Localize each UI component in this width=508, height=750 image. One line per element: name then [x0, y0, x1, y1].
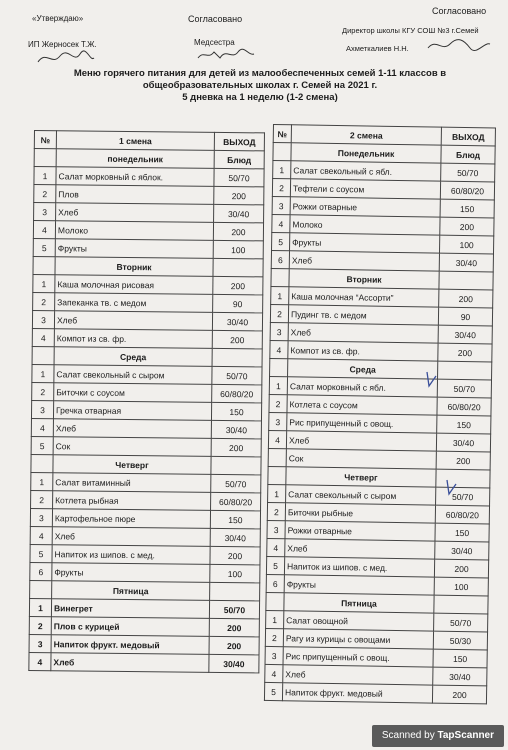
dish-name: Салат свекольный с сыром [54, 365, 212, 385]
table-row [32, 310, 262, 330]
dish-output: 50/70 [436, 487, 490, 506]
dish-output: 100 [213, 240, 263, 259]
dish-output: 200 [440, 217, 494, 236]
table-row [31, 436, 261, 456]
table-row [33, 221, 263, 241]
table-row [31, 400, 261, 420]
row-number: 3 [267, 520, 285, 538]
dish-name: Хлеб [52, 527, 210, 547]
row-number: 5 [272, 232, 290, 250]
row-number: 4 [31, 418, 53, 436]
dish-output: 200 [212, 330, 262, 349]
agreed-right-label: Согласовано [432, 6, 487, 16]
dish-output: 30/40 [439, 253, 493, 272]
row-number: 3 [272, 196, 290, 214]
day-spacer [212, 348, 262, 367]
out-header: ВЫХОД [441, 127, 495, 146]
dish-output: 30/40 [212, 312, 262, 331]
table-row [34, 203, 264, 223]
title-line-2: общеобразовательных школах г. Семей на 2021 г. [142, 80, 378, 91]
title-line-3: 5 дневка на 1 неделю (1-2 смена) [182, 92, 338, 103]
dish-name: Сок [53, 437, 211, 457]
dish-name: Пудинг тв. с медом [288, 305, 438, 325]
dish-name: Тефтели с соусом [290, 179, 440, 199]
row-number: 4 [270, 340, 288, 358]
dish-output: 200 [438, 343, 492, 362]
check-mark-icon [424, 370, 438, 390]
nurse-signature [196, 46, 256, 64]
table-row [30, 526, 260, 546]
agreed-left-label: Согласовано [188, 14, 243, 24]
scanner-badge [372, 725, 504, 747]
dish-name: Рис припущенный с овощ. [283, 647, 433, 667]
dish-output: 150 [437, 415, 491, 434]
row-number: 3 [269, 412, 287, 430]
dish-name: Салат витаминный [53, 473, 211, 493]
scanned-brand: TapScanner [437, 730, 494, 741]
dish-name: Хлеб [51, 653, 209, 673]
day-spacer [434, 595, 488, 614]
row-number: 5 [266, 556, 284, 574]
dish-output: 200 [213, 276, 263, 295]
dish-name: Биточки рыбные [285, 503, 435, 523]
dish-output: 50/70 [212, 366, 262, 385]
dish-output: 60/80/20 [435, 505, 489, 524]
table-row [29, 616, 259, 636]
dish-name: Котлета с соусом [287, 395, 437, 415]
dish-output: 100 [439, 235, 493, 254]
dish-name: Хлеб [285, 539, 435, 559]
dish-name: Хлеб [53, 419, 211, 439]
dish-name: Салат овощной [284, 611, 434, 631]
table-row [29, 634, 259, 654]
dish-name: Напиток фрукт. медовый [282, 683, 432, 703]
dish-name: Хлеб [286, 431, 436, 451]
out-header: ВЫХОД [214, 132, 264, 151]
dish-name: Салат свекольный с ябл. [291, 161, 441, 181]
row-number: 3 [32, 310, 54, 328]
row-number: 4 [33, 221, 55, 239]
num-header: № [273, 125, 291, 143]
row-number [268, 448, 286, 466]
table-row [31, 472, 261, 492]
dish-output: 50/70 [214, 168, 264, 187]
row-number: 2 [33, 292, 55, 310]
approved-label: «Утверждаю» [32, 14, 84, 23]
day-name: Вторник [289, 269, 439, 289]
dish-name: Винегрет [51, 599, 209, 619]
row-number: 5 [33, 238, 55, 256]
row-number: 2 [31, 490, 53, 508]
table-row [29, 652, 259, 672]
menu-table-shift-1 [28, 130, 265, 673]
dish-name: Картофельное пюре [52, 509, 210, 529]
table-row [30, 508, 260, 528]
day-name: Среда [54, 347, 212, 367]
approver-signature [36, 48, 96, 68]
row-number: 1 [273, 161, 291, 179]
day-name: Пятница [52, 581, 210, 601]
row-number: 1 [32, 364, 54, 382]
row-number: 4 [272, 214, 290, 232]
row-number: 4 [32, 328, 54, 346]
day-spacer [268, 466, 286, 484]
day-spacer [32, 346, 54, 364]
approver-name: ИП Жерносек Т.Ж. [28, 40, 97, 49]
day-row [33, 256, 263, 276]
dish-output: 200 [214, 186, 264, 205]
nurse-label: Медсестра [194, 38, 235, 47]
day-spacer [438, 361, 492, 380]
dish-name: Плов с курицей [51, 617, 209, 637]
day-spacer [273, 143, 291, 161]
row-number: 1 [269, 376, 287, 394]
row-number: 4 [265, 664, 283, 682]
table-row [30, 562, 260, 582]
dish-name: Салат свекольный с сыром [286, 485, 436, 505]
dish-output: 60/80/20 [440, 181, 494, 200]
dish-name: Каша молочная рисовая [55, 275, 213, 295]
dish-output: 200 [211, 438, 261, 457]
dish-output: 30/40 [210, 528, 260, 547]
row-number: 2 [265, 628, 283, 646]
day-row [31, 454, 261, 474]
dish-output: 60/80/20 [211, 492, 261, 511]
row-number: 2 [269, 394, 287, 412]
row-number: 4 [30, 526, 52, 544]
table-row [31, 418, 261, 438]
dish-output: 50/70 [441, 163, 495, 182]
dish-name: Молоко [290, 215, 440, 235]
day-row [32, 346, 262, 366]
table-row [33, 274, 263, 294]
dish-output: 50/70 [434, 613, 488, 632]
row-number: 3 [29, 634, 51, 652]
dish-name: Запеканка тв. с медом [55, 293, 213, 313]
day-name: Понедельник [291, 143, 441, 163]
dish-output: 150 [435, 523, 489, 542]
day-spacer [31, 454, 53, 472]
dish-output: 200 [209, 636, 259, 655]
check-mark-icon [444, 478, 458, 498]
director-name: Ахметкалиев Н.Н. [346, 44, 409, 53]
dish-output: 200 [439, 289, 493, 308]
row-number: 2 [267, 502, 285, 520]
day-spacer [33, 256, 55, 274]
dish-output: 150 [440, 199, 494, 218]
dish-output: 200 [432, 685, 486, 704]
table-row [29, 598, 259, 618]
day-spacer [439, 271, 493, 290]
day-spacer [270, 358, 288, 376]
day-row [30, 580, 260, 600]
row-number: 3 [30, 508, 52, 526]
dish-name: Плов [56, 185, 214, 205]
row-number: 1 [268, 484, 286, 502]
dish-name: Молоко [55, 221, 213, 241]
dish-output: 30/40 [211, 420, 261, 439]
dish-header: Блюд [214, 150, 264, 169]
dish-output: 30/40 [438, 325, 492, 344]
dish-name: Напиток из шипов. с мед. [284, 557, 434, 577]
table-row [31, 490, 261, 510]
dish-output: 200 [210, 546, 260, 565]
dish-output: 150 [211, 402, 261, 421]
dish-name: Фрукты [52, 563, 210, 583]
row-number: 3 [31, 400, 53, 418]
dish-name: Напиток фрукт. медовый [51, 635, 209, 655]
table-row [34, 167, 264, 187]
table-row [33, 292, 263, 312]
dish-name: Каша молочная “Ассорти” [289, 287, 439, 307]
dish-output: 100 [210, 564, 260, 583]
menu-table-shift-2 [264, 124, 496, 704]
table-row [32, 328, 262, 348]
dish-output: 100 [434, 577, 488, 596]
document-title [40, 68, 480, 104]
day-spacer [266, 592, 284, 610]
row-number: 5 [31, 436, 53, 454]
dish-name: Фрукты [284, 575, 434, 595]
dish-name: Рожки отварные [290, 197, 440, 217]
dish-name: Компот из св. фр. [54, 329, 212, 349]
row-number: 2 [270, 304, 288, 322]
row-number: 5 [30, 544, 52, 562]
table-row [32, 364, 262, 384]
row-number: 1 [266, 610, 284, 628]
dish-output: 60/80/20 [212, 384, 262, 403]
dish-name: Рагу из курицы с овощами [283, 629, 433, 649]
row-number: 3 [265, 646, 283, 664]
dish-name: Котлета рыбная [53, 491, 211, 511]
dish-output: 60/80/20 [437, 397, 491, 416]
dish-name: Компот из св. фр. [288, 341, 438, 361]
row-number: 2 [272, 179, 290, 197]
table-row [264, 682, 486, 703]
director-signature [424, 36, 494, 54]
day-name: Среда [288, 359, 438, 379]
dish-output: 50/70 [209, 600, 259, 619]
row-number: 1 [29, 598, 51, 616]
dish-header: Блюд [441, 145, 495, 164]
dish-name: Напиток из шипов. с мед. [52, 545, 210, 565]
row-number: 1 [33, 274, 55, 292]
scanned-prefix: Scanned by [381, 730, 435, 741]
dish-output: 50/70 [211, 474, 261, 493]
day-spacer [271, 268, 289, 286]
dish-name: Фрукты [290, 233, 440, 253]
director-label: Директор школы КГУ СОШ №3 г.Семей [342, 26, 479, 35]
row-number: 2 [34, 185, 56, 203]
row-number: 1 [271, 286, 289, 304]
row-number: 3 [34, 203, 56, 221]
dish-output: 200 [436, 451, 490, 470]
row-number: 4 [268, 430, 286, 448]
dish-output: 200 [213, 222, 263, 241]
dish-output: 90 [213, 294, 263, 313]
row-number: 4 [267, 538, 285, 556]
table-row [33, 238, 263, 258]
dish-name: Гречка отварная [53, 401, 211, 421]
day-name: понедельник [56, 149, 214, 169]
shift-header: 2 смена [291, 125, 441, 145]
dish-output: 30/40 [436, 433, 490, 452]
dish-output: 150 [433, 649, 487, 668]
day-name: Вторник [55, 257, 213, 277]
row-number: 1 [31, 472, 53, 490]
dish-name: Хлеб [283, 665, 433, 685]
num-header: № [34, 131, 56, 149]
dish-name: Салат морковный с яблок. [56, 167, 214, 187]
day-row [34, 149, 264, 169]
dish-name: Хлеб [56, 203, 214, 223]
table-header-row [34, 131, 264, 151]
dish-output: 30/40 [435, 541, 489, 560]
day-name: Четверг [286, 467, 436, 487]
day-name: Пятница [284, 593, 434, 613]
row-number: 4 [29, 652, 51, 670]
dish-name: Хлеб [288, 323, 438, 343]
day-spacer [211, 456, 261, 475]
row-number: 6 [271, 250, 289, 268]
dish-name: Биточки с соусом [54, 383, 212, 403]
dish-output: 50/30 [433, 631, 487, 650]
shift-header: 1 смена [56, 131, 214, 151]
dish-output: 30/40 [433, 667, 487, 686]
day-name: Четверг [53, 455, 211, 475]
dish-output: 200 [209, 618, 259, 637]
dish-output: 90 [438, 307, 492, 326]
row-number: 5 [264, 682, 282, 700]
dish-output: 30/40 [209, 654, 259, 673]
dish-output: 200 [434, 559, 488, 578]
dish-name: Рожки отварные [285, 521, 435, 541]
row-number: 1 [34, 167, 56, 185]
table-row [34, 185, 264, 205]
dish-output: 150 [210, 510, 260, 529]
row-number: 2 [32, 382, 54, 400]
table-row [30, 544, 260, 564]
day-spacer [210, 582, 260, 601]
dish-name: Рис припущенный с овощ. [287, 413, 437, 433]
dish-name: Фрукты [55, 239, 213, 259]
row-number: 2 [29, 616, 51, 634]
dish-name: Хлеб [54, 311, 212, 331]
dish-name: Салат морковный с ябл. [287, 377, 437, 397]
day-spacer [34, 149, 56, 167]
dish-output: 50/70 [437, 379, 491, 398]
dish-output: 30/40 [214, 204, 264, 223]
row-number: 6 [30, 562, 52, 580]
table-row [32, 382, 262, 402]
row-number: 3 [270, 322, 288, 340]
dish-name: Хлеб [289, 251, 439, 271]
title-line-1: Меню горячего питания для детей из малообеспеченных семей 1-11 классов в [73, 68, 447, 79]
row-number: 6 [266, 574, 284, 592]
day-spacer [30, 580, 52, 598]
dish-name: Сок [286, 449, 436, 469]
day-spacer [213, 258, 263, 277]
